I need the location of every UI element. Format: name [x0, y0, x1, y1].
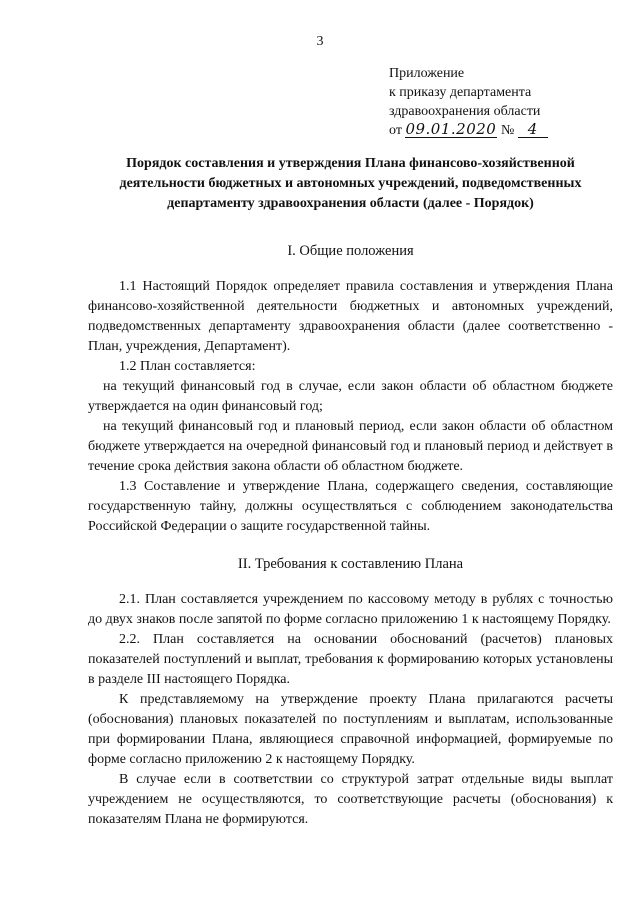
page-number: 3 [316, 34, 324, 49]
handwritten-date: 09.01.2020 [405, 120, 497, 138]
paragraph-2-2: 2.2. План составляется на основании обоснований (расчетов) плановых показателей поступлений и выплат, требования к формированию которых установлены в разделе III настоящего Порядка. [88, 632, 613, 687]
appendix-line-3: здравоохранения области [389, 104, 541, 119]
paragraph-2-1: 2.1. План составляется учреждением по кассовому методу в рублях с точностью до двух знаков после запятой по форме согласно приложению 1 к настоящему Порядку. [88, 592, 613, 627]
appendix-line-1: Приложение [389, 66, 465, 81]
document-title: Порядок составления и утверждения Плана финансово-хозяйственной деятельности бюджетных и автономных учреждений, подведомственных департаменту здравоохранения области (далее - Порядок) [119, 156, 582, 211]
section-1-body [88, 277, 613, 537]
handwritten-number: 4 [518, 122, 548, 138]
paragraph-2-4: В случае если в соответствии со структурой затрат отдельные виды выплат учреждением не осуществляются, то соответствующие расчеты (обоснования) к показателям Плана не формируются. [88, 772, 613, 827]
appendix-header [389, 64, 548, 140]
paragraph-1-2: 1.2 План составляется: [119, 359, 256, 374]
from-label: от [389, 123, 402, 138]
paragraph-1-2-a: на текущий финансовый год в случае, если закон области об областном бюджете утверждается на один финансовый год; [88, 379, 613, 414]
appendix-date-line [389, 121, 548, 140]
paragraph-1-3: 1.3 Составление и утверждение Плана, содержащего сведения, составляющие государственную тайну, должны осуществляться с соблюдением законодательства Российской Федерации о защите государственной тайны. [88, 479, 613, 534]
appendix-line-2: к приказу департамента [389, 85, 532, 100]
section-1-heading: I. Общие положения [287, 243, 414, 259]
paragraph-1-1: 1.1 Настоящий Порядок определяет правила составления и утверждения Плана финансово-хозяйственной деятельности бюджетных и автономных учреждений, подведомственных департаменту здравоохранения области (далее соответственно - План, учреждения, Департамент). [88, 279, 613, 354]
number-label: № [500, 123, 515, 138]
paragraph-2-3: К представляемому на утверждение проекту Плана прилагаются расчеты (обоснования) плановых показателей по поступлениям и выплатам, использованные при формировании Плана, являющиеся справочной информацией, формируемые по форме согласно приложению 2 к настоящему Порядку. [88, 692, 613, 767]
section-2-heading: II. Требования к составлению Плана [237, 556, 464, 572]
section-2-body [88, 590, 613, 830]
paragraph-1-2-b: на текущий финансовый год и плановый период, если закон области об областном бюджете утверждается на очередной финансовый год и плановый период и действует в течение срока действия закона области об областном бюджете. [88, 419, 613, 474]
